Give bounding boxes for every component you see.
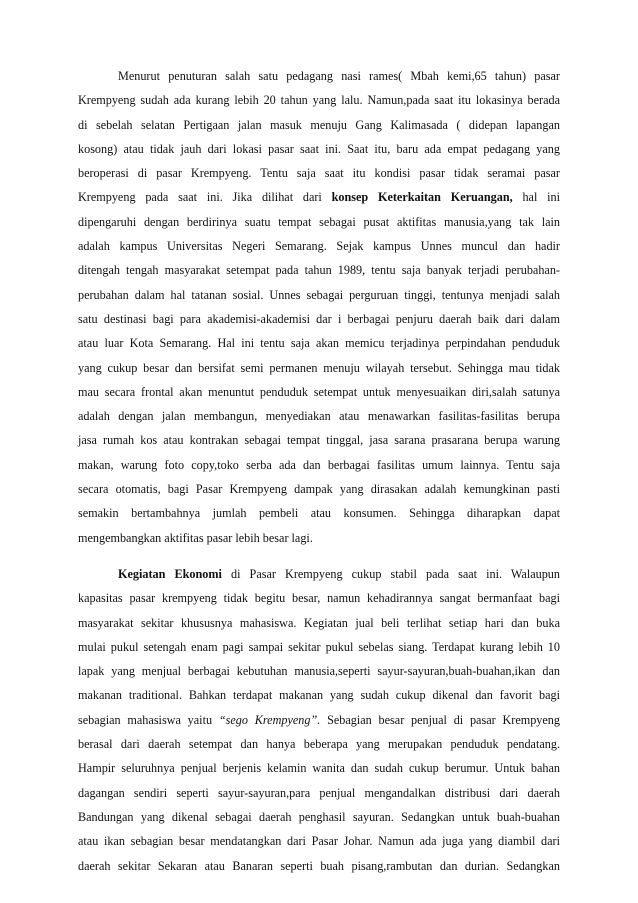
italic-term: “sego Krempyeng”. (218, 712, 321, 727)
text-line (78, 113, 560, 137)
text-segment: Krempyeng sudah ada kurang lebih 20 tahun yang lalu. Namun,pada saat itu lokasinya berada (78, 93, 560, 108)
document-page (78, 64, 560, 878)
text-segment: daerah sekitar Sekaran atau Banaran seperti buah pisang,rambutan dan durian. Sedangkan (78, 858, 560, 873)
text-line (78, 683, 560, 707)
bold-term: konsep Keterkaitan Keruangan, (331, 190, 513, 205)
text-line (78, 453, 560, 477)
paragraph-2 (78, 562, 560, 878)
text-line (78, 137, 560, 161)
text-segment: perubahan dalam hal tatanan sosial. Unnes sebagai perguruan tinggi, tentunya menjadi salah (78, 287, 560, 302)
text-segment: di Pasar Krempyeng cukup stabil pada saat ini. Walaupun (221, 566, 560, 581)
text-line (78, 501, 560, 525)
text-segment: Sebagian besar penjual di pasar Krempyeng (320, 712, 560, 727)
text-line (78, 659, 560, 683)
text-segment: yang cukup besar dan bersifat semi permanen menuju wilayah tersebut. Sehingga mau tidak (78, 360, 560, 375)
text-segment: kosong) atau tidak jauh dari lokasi pasar saat ini. Saat itu, baru ada empat pedagang yang (78, 141, 560, 156)
text-line (78, 307, 560, 331)
text-segment: makan, warung foto copy,toko serba ada dan berbagai fasilitas umum lainnya. Tentu saja (78, 457, 560, 472)
text-line (78, 64, 560, 88)
text-segment: sebagian mahasiswa yaitu (78, 712, 219, 727)
text-line (78, 185, 560, 209)
bold-term: Kegiatan Ekonomi (118, 566, 222, 581)
text-line (78, 526, 560, 550)
text-line (78, 635, 560, 659)
text-line (78, 586, 560, 610)
text-line (78, 380, 560, 404)
text-segment: beroperasi di pasar Krempyeng. Tentu saja saat itu kondisi pasar tidak seramai pasar (78, 166, 560, 181)
text-line (78, 404, 560, 428)
text-segment: ditengah tengah masyarakat setempat pada tahun 1989, tentu saja banyak terjadi perubahan- (78, 263, 560, 278)
text-line (78, 562, 560, 586)
text-segment: masyarakat sekitar khususnya mahasiswa. Kegiatan jual beli terlihat setiap hari dan buka (78, 615, 560, 630)
text-segment: secara otomatis, bagi Pasar Krempyeng dampak yang dirasakan adalah kemungkinan pasti (78, 482, 560, 497)
text-segment: adalah dengan jalan membangun, menyediakan atau menawarkan fasilitas-fasilitas berupa (78, 409, 560, 424)
text-segment: mau secara frontal akan menuntut penduduk setempat untuk menyesuaikan diri,salah satunya (78, 384, 560, 399)
paragraph-1 (78, 64, 560, 550)
text-segment: kapasitas pasar krempyeng tidak begitu besar, namun kehadirannya sangat bermanfaat bagi (78, 591, 560, 606)
text-segment: dipengaruhi dengan berdirinya suatu tempat sebagai pusat aktifitas manusia,yang tak lain (78, 214, 560, 229)
text-segment: Menurut penuturan salah satu pedagang nasi rames( Mbah kemi,65 tahun) pasar (118, 69, 560, 83)
text-line (78, 331, 560, 355)
text-segment: mengembangkan aktifitas pasar lebih besar lagi. (78, 530, 313, 545)
text-line (78, 356, 560, 380)
text-segment: lapak yang menjual berbagai kebutuhan manusia,seperti sayur-sayuran,buah-buahan,ikan dan (78, 664, 560, 679)
text-segment: Bandungan yang dikenal sebagai daerah penghasil sayuran. Sedangkan untuk buah-buahan (78, 809, 560, 824)
text-segment: atau luar Kota Semarang. Hal ini tentu saja akan memicu terjadinya perpindahan penduduk (78, 336, 560, 351)
text-line (78, 258, 560, 282)
text-segment: Hampir seluruhnya penjual berjenis kelamin wanita dan sudah cukup berumur. Untuk bahan (78, 761, 560, 776)
text-segment: di sebelah selatan Pertigaan jalan masuk menuju Gang Kalimasada ( didepan lapangan (78, 117, 560, 132)
text-line (78, 732, 560, 756)
text-line (78, 611, 560, 635)
text-line (78, 161, 560, 185)
text-line (78, 210, 560, 234)
text-segment: jasa rumah kos atau kontrakan sebagai tempat tinggal, jasa sarana prasarana berupa warung (78, 433, 560, 448)
text-line (78, 428, 560, 452)
text-line (78, 283, 560, 307)
text-segment: adalah kampus Universitas Negeri Semarang. Sejak kampus Unnes muncul dan hadir (78, 239, 560, 254)
text-line (78, 756, 560, 780)
text-segment: berasal dari daerah setempat dan hanya beberapa yang merupakan penduduk pendatang. (78, 737, 560, 752)
text-segment: hal ini (512, 190, 560, 205)
text-line (78, 708, 560, 732)
text-segment: satu destinasi bagi para akademisi-akademisi dar i berbagai penjuru daerah baik dari dalam (78, 311, 560, 326)
text-segment: dagangan sendiri seperti sayur-sayuran,para penjual mengandalkan distribusi dari daerah (78, 785, 560, 800)
text-line (78, 829, 560, 853)
text-segment: semakin bertambahnya jumlah pembeli atau konsumen. Sehingga diharapkan dapat (78, 506, 560, 521)
text-segment: makanan traditional. Bahkan terdapat makanan yang sudah cukup dikenal dan favorit bagi (78, 688, 560, 703)
text-segment: Krempyeng pada saat ini. Jika dilihat dari (78, 190, 332, 205)
text-segment: mulai pukul setengah enam pagi sampai sekitar pukul sebelas siang. Terdapat kurang lebih 10 (78, 639, 560, 654)
text-line (78, 88, 560, 112)
text-line (78, 477, 560, 501)
text-line (78, 234, 560, 258)
text-segment: atau ikan sebagian besar mendatangkan dari Pasar Johar. Namun ada juga yang diambil dari (78, 834, 560, 849)
text-line (78, 781, 560, 805)
text-line (78, 854, 560, 878)
text-line (78, 805, 560, 829)
